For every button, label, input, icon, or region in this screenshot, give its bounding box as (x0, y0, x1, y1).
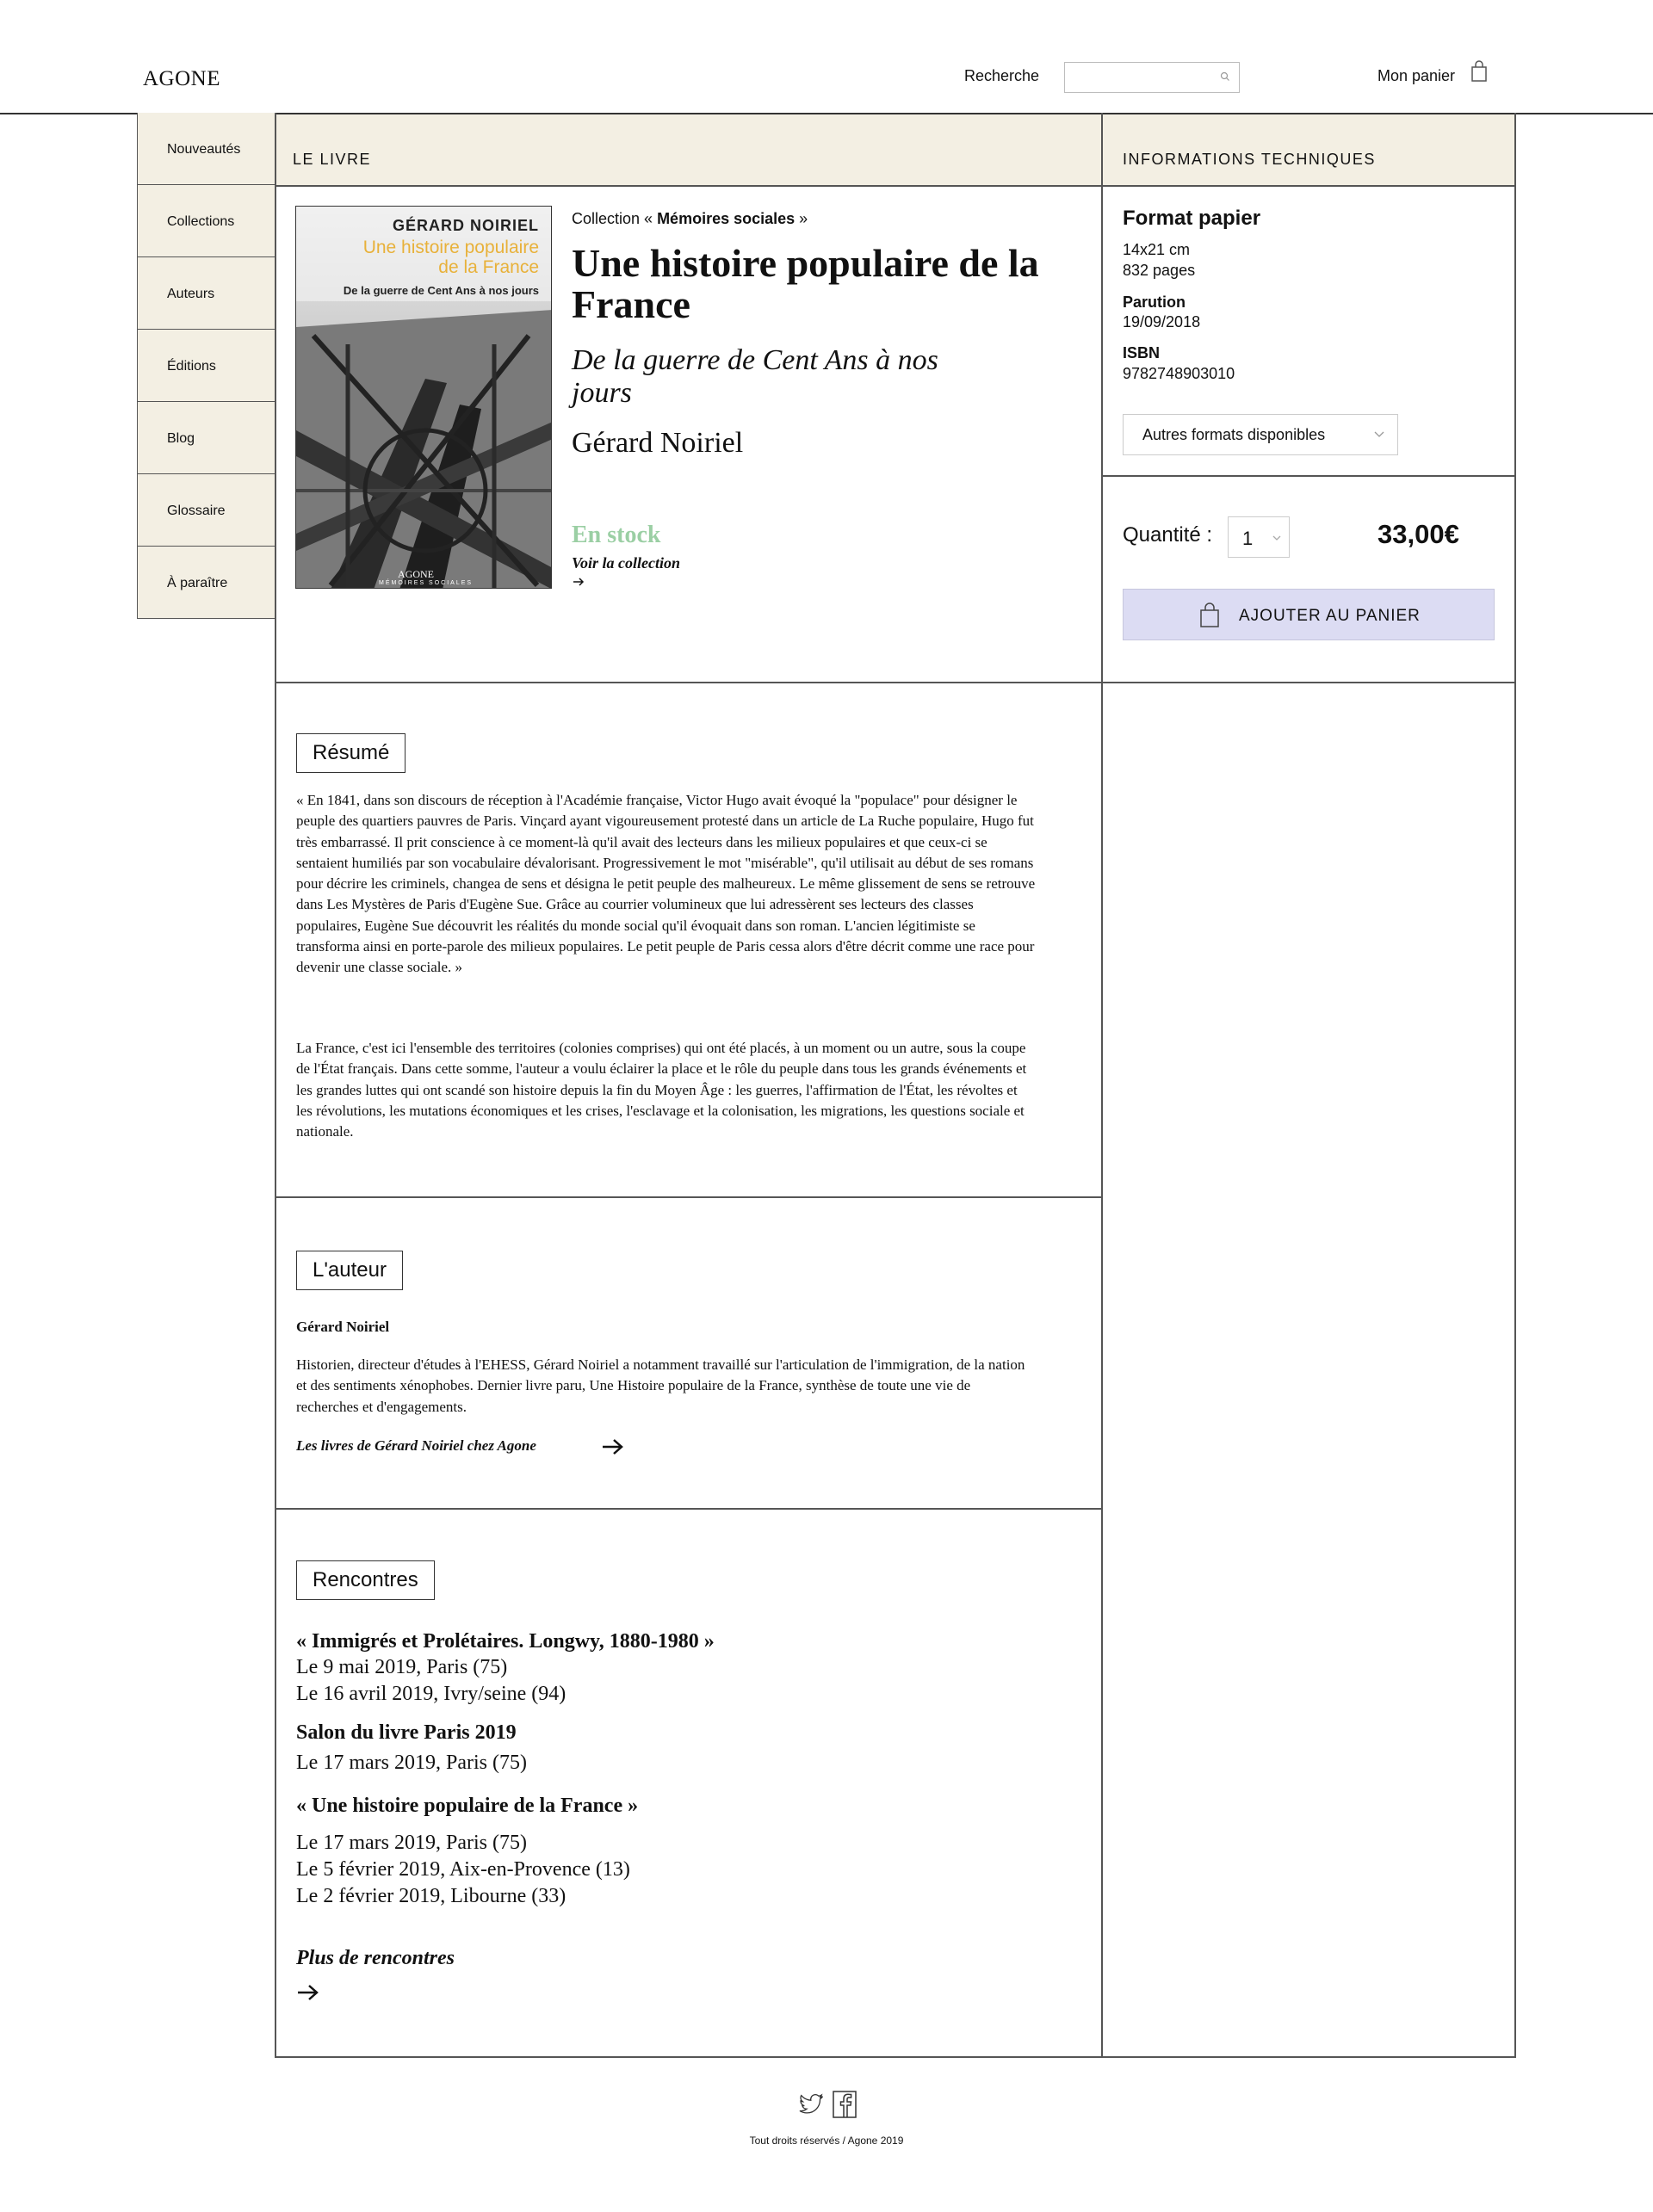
header-bar-divider (276, 185, 1514, 187)
frame-border-middle (1101, 113, 1103, 2058)
stock-status: En stock (572, 522, 661, 548)
rencontres-heading: Rencontres (296, 1560, 435, 1600)
search-label: Recherche (964, 67, 1040, 84)
dimensions-value: 14x21 cm (1123, 241, 1191, 258)
sidebar-item-label: Auteurs (167, 287, 215, 301)
pages-value: 832 pages (1123, 262, 1196, 279)
event-date: Le 16 avril 2019, Ivry/seine (94) (296, 1683, 566, 1705)
resume-paragraph: « En 1841, dans son discours de réception à l'Académie française, Victor Hugo avait évoqué la "populace" pour désigner le peuple des quartiers pauvres de Paris. Vinçard ayant vigoureusement protesté dans un article de La Ruche populaire, Hugo fut très embarrassé. Il prit conscience à ce moment-là qu'il avait des lecteurs dans les milieux populaires et que ceux-ci se sentaient humiliés par son vocabulaire dévalorisant. Progressivement le mot "misérable", qu'il utilisait au début de ses romans pour décrire les criminels, changea de sens et désigna le petit peuple des malheureux. Le même glissement de sens se retrouve dans Les Mystères de Paris d'Eugène Sue. Grâce au courrier volumineux que lui adressèrent ses lecteurs des classes populaires, Eugène Sue découvrit les réalités du monde social qu'il évoquait dans son roman. L'ancien légitimiste se transforma ainsi en porte-parole des milieux populaires. Le petit peuple de Paris cessa alors d'être décrit comme une race pour devenir une classe sociale. » (296, 792, 1036, 976)
cover-title-line: Une histoire populaire (362, 238, 539, 257)
cover-publisher: AGONE (398, 568, 434, 580)
parution-label: Parution (1123, 293, 1186, 311)
event-date: Le 5 février 2019, Aix-en-Provence (13) (296, 1858, 630, 1881)
frame-border-right (1514, 113, 1516, 2058)
quantity-select[interactable] (1228, 516, 1290, 558)
format-title: Format papier (1123, 207, 1261, 230)
info-section-title: INFORMATIONS TECHNIQUES (1123, 151, 1376, 168)
sidebar-item-label: À paraître (167, 576, 228, 590)
collection-line[interactable] (572, 210, 808, 228)
book-author[interactable]: Gérard Noiriel (572, 427, 744, 459)
livre-section-title: LE LIVRE (293, 151, 372, 168)
frame-border-left (275, 113, 276, 2058)
plus-rencontres-link[interactable]: Plus de rencontres (296, 1947, 455, 1969)
sidebar-item-collections[interactable] (137, 185, 276, 257)
book-title: Une histoire populaire de la France (572, 241, 1039, 326)
event-date: Le 17 mars 2019, Paris (75) (296, 1832, 527, 1854)
book-subtitle: De la guerre de Cent Ans à nos jours (572, 344, 938, 409)
arrow-right-icon[interactable] (601, 1437, 625, 1456)
twitter-icon[interactable] (797, 2092, 825, 2117)
event-date: Le 9 mai 2019, Paris (75) (296, 1656, 508, 1678)
parution-value: 19/09/2018 (1123, 313, 1201, 331)
isbn-label: ISBN (1123, 344, 1161, 361)
cover-title (363, 238, 539, 277)
section-divider (276, 682, 1514, 683)
sidebar-item-blog[interactable] (137, 402, 276, 474)
chevron-down-icon (1272, 534, 1282, 541)
shopping-bag-icon (1199, 602, 1220, 628)
copyright: Tout droits réservés / Agone 2019 (749, 2135, 904, 2147)
auteur-name: Gérard Noiriel (296, 1319, 390, 1335)
voir-collection-link[interactable]: Voir la collection (572, 554, 680, 572)
quantity-value: 1 (1242, 528, 1254, 549)
isbn-value: 9782748903010 (1123, 365, 1235, 382)
sidebar-item-nouveautes[interactable] (137, 113, 276, 185)
event-date: Le 2 février 2019, Libourne (33) (296, 1885, 566, 1907)
sidebar-item-label: Glossaire (167, 504, 226, 518)
collection-name: Mémoires sociales (657, 210, 796, 227)
quantity-label: Quantité : (1123, 523, 1213, 547)
auteur-bio: Historien, directeur d'études à l'EHESS, Gérard Noiriel a notamment travaillé sur l'articulation de l'immigration, de la nation et des sentiments xénophobes. Dernier livre paru, Une Histoire populaire de la France, synthèse de toute une vie de recherches et d'engagements. (296, 1356, 1025, 1415)
resume-paragraph: La France, c'est ici l'ensemble des territoires (colonies comprises) qui ont été placés, à un moment ou un autre, sous la coupe de l'État français. Dans cette somme, l'auteur a voulu éclairer la place et le rôle du peuple dans tous les grands événements et les grandes luttes qui ont scandé son histoire depuis la fin du Moyen Âge : les guerres, l'affirmation de l'État, les révoltes et les révolutions, les mutations économiques et les crises, l'esclavage et la colonisation, les migrations, les questions sociale et nationale. (296, 1040, 1027, 1140)
section-divider (276, 1508, 1101, 1510)
resume-heading: Résumé (296, 733, 406, 773)
sidebar-nav (137, 113, 276, 619)
cover-subtitle: De la guerre de Cent Ans à nos jours (343, 284, 539, 297)
livre-header-bar (276, 114, 1101, 186)
logo[interactable] (143, 67, 220, 91)
sidebar-item-glossaire[interactable] (137, 474, 276, 547)
add-to-cart-button[interactable] (1123, 589, 1495, 640)
facebook-icon[interactable] (832, 2090, 857, 2119)
auteur-books-link[interactable]: Les livres de Gérard Noiriel chez Agone (296, 1437, 536, 1454)
add-to-cart-label: AJOUTER AU PANIER (1239, 607, 1421, 625)
sidebar-item-label: Blog (167, 431, 195, 446)
event-title: Salon du livre Paris 2019 (296, 1721, 517, 1744)
frame-border-bottom (275, 2056, 1516, 2058)
info-header-bar (1103, 114, 1514, 186)
book-cover-image (295, 206, 552, 589)
arrow-right-icon[interactable] (572, 577, 585, 587)
collection-suffix: » (795, 210, 808, 227)
cover-title-line: de la France (438, 257, 539, 277)
autres-formats-select[interactable] (1123, 414, 1398, 455)
autres-formats-label: Autres formats disponibles (1142, 426, 1326, 443)
cover-series: MÉMOIRES SOCIALES (379, 580, 474, 586)
sidebar-item-a-paraitre[interactable] (137, 547, 276, 619)
sidebar-item-auteurs[interactable] (137, 257, 276, 330)
info-divider (1103, 475, 1514, 477)
arrow-right-icon[interactable] (296, 1983, 320, 2002)
sidebar-item-label: Nouveautés (167, 142, 241, 157)
auteur-heading: L'auteur (296, 1251, 403, 1290)
event-date: Le 17 mars 2019, Paris (75) (296, 1752, 527, 1774)
sidebar-item-label: Collections (167, 214, 235, 229)
cover-author: GÉRARD NOIRIEL (392, 217, 539, 234)
search-input[interactable] (1064, 62, 1240, 93)
price: 33,00€ (1378, 519, 1459, 549)
shopping-bag-icon[interactable] (1470, 60, 1488, 83)
section-divider (276, 1196, 1101, 1198)
event-title: « Immigrés et Prolétaires. Longwy, 1880-1980 » (296, 1630, 715, 1653)
cart-link[interactable]: Mon panier (1378, 67, 1456, 84)
sidebar-item-editions[interactable] (137, 330, 276, 402)
collection-prefix: Collection « (572, 210, 658, 227)
search-icon[interactable] (1218, 70, 1234, 85)
chevron-down-icon (1373, 430, 1385, 439)
logo-text: AGONE (143, 67, 220, 90)
sidebar-item-label: Éditions (167, 359, 216, 374)
event-title: « Une histoire populaire de la France » (296, 1795, 639, 1817)
